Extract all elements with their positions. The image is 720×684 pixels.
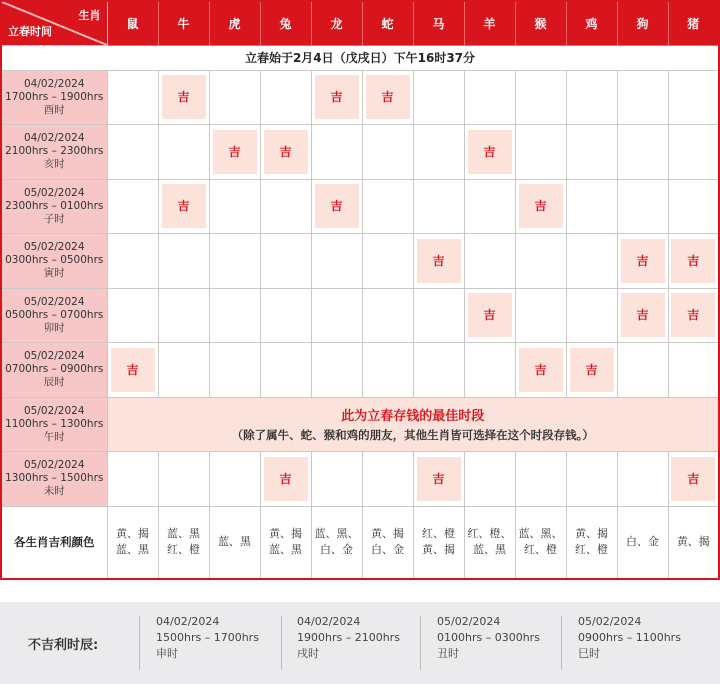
color-line: 红、橙	[575, 543, 608, 557]
lucky-mark: 吉	[671, 293, 715, 337]
time-slot-cell	[1, 343, 107, 398]
unlucky-date: 05/02/2024	[578, 615, 642, 628]
divider	[420, 616, 421, 670]
lucky-mark: 吉	[315, 75, 359, 119]
grid-cell	[158, 125, 209, 180]
unlucky-name: 巳时	[578, 647, 600, 660]
lucky-colors-row	[1, 506, 719, 579]
time-slot-cell	[1, 288, 107, 343]
slot-name: 酉时	[43, 103, 65, 116]
grid-cell	[362, 288, 413, 343]
time-slot-cell	[1, 397, 107, 452]
grid-cell	[617, 125, 668, 180]
zodiac-header: 牛	[158, 1, 209, 45]
time-axis-label: 立春时间	[8, 24, 52, 38]
grid-cell	[668, 288, 719, 343]
header-row	[1, 1, 719, 45]
lucky-mark: 吉	[264, 457, 308, 501]
unlucky-item	[437, 614, 540, 662]
color-line: 黄、揭	[116, 527, 149, 541]
grid-cell	[158, 234, 209, 289]
unlucky-date: 04/02/2024	[156, 615, 220, 628]
grid-cell	[209, 125, 260, 180]
zodiac-header: 虎	[209, 1, 260, 45]
time-row	[1, 125, 719, 180]
time-row	[1, 179, 719, 234]
color-line: 白、金	[320, 543, 353, 557]
color-line: 黄、揭	[575, 527, 608, 541]
zodiac-header: 猴	[515, 1, 566, 45]
color-line: 蓝、黑、	[518, 527, 563, 541]
grid-cell	[617, 452, 668, 507]
slot-date: 05/02/2024	[23, 350, 85, 363]
grid-cell	[158, 452, 209, 507]
zodiac-axis-label: 生肖	[78, 9, 101, 22]
lucky-mark: 吉	[264, 130, 308, 174]
slot-hours: 1100hrs – 1300hrs	[5, 417, 104, 430]
grid-cell	[209, 343, 260, 398]
lucky-color-cell	[413, 506, 464, 579]
grid-cell	[668, 452, 719, 507]
slot-hours: 0300hrs – 0500hrs	[5, 254, 104, 267]
grid-cell	[566, 70, 617, 125]
grid-cell	[362, 343, 413, 398]
slot-date: 05/02/2024	[23, 459, 85, 472]
grid-cell	[464, 179, 515, 234]
lichun-start-banner: 立春始于2月4日（戊戌日）下午16时37分	[1, 45, 719, 70]
unlucky-item	[297, 614, 400, 662]
unlucky-item	[578, 614, 681, 662]
grid-cell	[209, 452, 260, 507]
lucky-color-cell	[668, 506, 719, 579]
grid-cell	[311, 179, 362, 234]
grid-cell	[158, 179, 209, 234]
unlucky-item	[156, 614, 259, 662]
color-line: 红、橙	[422, 527, 455, 541]
zodiac-header: 蛇	[362, 1, 413, 45]
grid-cell	[209, 70, 260, 125]
lucky-color-cell	[107, 506, 158, 579]
lucky-mark: 吉	[621, 239, 665, 283]
grid-cell	[668, 70, 719, 125]
grid-cell	[107, 234, 158, 289]
unlucky-name: 申时	[156, 647, 178, 660]
zodiac-header: 鼠	[107, 1, 158, 45]
grid-cell	[209, 179, 260, 234]
grid-cell	[260, 343, 311, 398]
lucky-mark: 吉	[315, 184, 359, 228]
lucky-mark: 吉	[162, 75, 206, 119]
unlucky-hours: 1500hrs – 1700hrs	[156, 631, 259, 644]
lucky-mark: 吉	[366, 75, 410, 119]
grid-cell	[413, 125, 464, 180]
color-line: 白、金	[371, 543, 404, 557]
grid-cell	[260, 288, 311, 343]
time-slot-cell	[1, 70, 107, 125]
lucky-mark: 吉	[213, 130, 257, 174]
zodiac-header: 猪	[668, 1, 719, 45]
lucky-mark: 吉	[671, 457, 715, 501]
zodiac-header: 狗	[617, 1, 668, 45]
slot-hours: 1700hrs – 1900hrs	[5, 90, 104, 103]
zodiac-header: 羊	[464, 1, 515, 45]
grid-cell	[515, 288, 566, 343]
grid-cell	[566, 288, 617, 343]
slot-date: 04/02/2024	[23, 77, 85, 90]
time-slot-cell	[1, 452, 107, 507]
divider	[139, 616, 140, 670]
lucky-mark: 吉	[417, 457, 461, 501]
grid-cell	[566, 234, 617, 289]
grid-cell	[668, 125, 719, 180]
lucky-mark: 吉	[162, 184, 206, 228]
grid-cell	[209, 288, 260, 343]
grid-cell	[413, 234, 464, 289]
time-slot-cell	[1, 234, 107, 289]
grid-cell	[362, 452, 413, 507]
lucky-mark: 吉	[468, 293, 512, 337]
unlucky-date: 04/02/2024	[297, 615, 361, 628]
lucky-mark: 吉	[570, 348, 614, 392]
grid-cell	[260, 70, 311, 125]
grid-cell	[668, 343, 719, 398]
grid-cell	[311, 125, 362, 180]
lucky-mark: 吉	[111, 348, 155, 392]
slot-hours: 0700hrs – 0900hrs	[5, 363, 104, 376]
color-line: 蓝、黑	[269, 543, 302, 557]
unlucky-hours-band	[0, 602, 720, 684]
slot-name: 辰时	[43, 376, 65, 389]
color-line: 红、橙	[524, 543, 557, 557]
grid-cell	[566, 179, 617, 234]
divider	[561, 616, 562, 670]
time-row	[1, 397, 719, 452]
grid-cell	[617, 288, 668, 343]
grid-cell	[413, 70, 464, 125]
grid-cell	[566, 452, 617, 507]
grid-cell	[464, 288, 515, 343]
slot-date: 05/02/2024	[23, 404, 85, 417]
slot-name: 子时	[43, 212, 65, 225]
lucky-color-cell	[515, 506, 566, 579]
slot-hours: 2300hrs – 0100hrs	[5, 199, 104, 212]
slot-hours: 1300hrs – 1500hrs	[5, 472, 104, 485]
grid-cell	[515, 179, 566, 234]
grid-cell	[617, 234, 668, 289]
color-line: 蓝、黑	[167, 527, 200, 541]
grid-cell	[515, 452, 566, 507]
lucky-mark: 吉	[621, 293, 665, 337]
zodiac-header: 龙	[311, 1, 362, 45]
grid-cell	[107, 288, 158, 343]
slot-date: 05/02/2024	[23, 186, 85, 199]
unlucky-name: 戌时	[297, 647, 319, 660]
grid-cell	[362, 234, 413, 289]
grid-cell	[209, 234, 260, 289]
slot-date: 05/02/2024	[23, 295, 85, 308]
lucky-color-cell	[362, 506, 413, 579]
color-line: 红、橙	[167, 543, 200, 557]
grid-cell	[413, 288, 464, 343]
lucky-mark: 吉	[519, 348, 563, 392]
slot-name: 午时	[43, 430, 65, 443]
corner-cell	[1, 1, 107, 45]
lucky-color-cell	[209, 506, 260, 579]
grid-cell	[107, 343, 158, 398]
best-period-note: （除了属牛、蛇、猴和鸡的朋友，其他生肖皆可选择在这个时段存钱。）	[231, 428, 594, 443]
lucky-mark: 吉	[417, 239, 461, 283]
time-slot-cell	[1, 125, 107, 180]
color-line: 蓝、黑	[218, 535, 251, 549]
slot-date: 05/02/2024	[23, 241, 85, 254]
lucky-mark: 吉	[671, 239, 715, 283]
time-row	[1, 234, 719, 289]
grid-cell	[464, 452, 515, 507]
banner-row	[1, 45, 719, 70]
slot-name: 亥时	[43, 158, 65, 171]
grid-cell	[260, 234, 311, 289]
grid-cell	[107, 179, 158, 234]
color-line: 黄、揭	[676, 535, 710, 549]
color-line: 红、橙、	[467, 527, 512, 541]
grid-cell	[464, 343, 515, 398]
unlucky-hours: 1900hrs – 2100hrs	[297, 631, 400, 644]
time-row	[1, 452, 719, 507]
time-slot-cell	[1, 179, 107, 234]
grid-cell	[464, 125, 515, 180]
grid-cell	[617, 343, 668, 398]
grid-cell	[260, 125, 311, 180]
time-row	[1, 288, 719, 343]
zodiac-header: 马	[413, 1, 464, 45]
lucky-colors-label: 各生肖吉利颜色	[1, 506, 107, 579]
lucky-color-cell	[464, 506, 515, 579]
lucky-mark: 吉	[519, 184, 563, 228]
time-row	[1, 70, 719, 125]
slot-hours: 2100hrs – 2300hrs	[5, 145, 104, 158]
grid-cell	[413, 179, 464, 234]
slot-name: 寅时	[43, 267, 65, 280]
grid-cell	[515, 125, 566, 180]
best-period-title: 此为立春存钱的最佳时段	[341, 409, 485, 425]
grid-cell	[311, 70, 362, 125]
grid-cell	[362, 125, 413, 180]
grid-cell	[107, 125, 158, 180]
grid-cell	[617, 70, 668, 125]
slot-date: 04/02/2024	[23, 132, 85, 145]
color-line: 黄、揭	[269, 527, 302, 541]
grid-cell	[464, 234, 515, 289]
grid-cell	[362, 179, 413, 234]
grid-cell	[158, 343, 209, 398]
lucky-color-cell	[311, 506, 362, 579]
unlucky-label: 不吉利时辰:	[28, 638, 99, 653]
lucky-mark: 吉	[468, 130, 512, 174]
grid-cell	[515, 234, 566, 289]
grid-cell	[668, 234, 719, 289]
grid-cell	[566, 125, 617, 180]
color-line: 黄、揭	[371, 527, 404, 541]
grid-cell	[617, 179, 668, 234]
lucky-color-cell	[158, 506, 209, 579]
grid-cell	[311, 343, 362, 398]
color-line: 蓝、黑	[116, 543, 149, 557]
grid-cell	[515, 343, 566, 398]
grid-cell	[107, 452, 158, 507]
unlucky-date: 05/02/2024	[437, 615, 501, 628]
color-line: 蓝、黑、	[314, 527, 359, 541]
grid-cell	[413, 452, 464, 507]
slot-name: 卯时	[43, 321, 65, 334]
lucky-color-cell	[566, 506, 617, 579]
time-row	[1, 343, 719, 398]
grid-cell	[362, 70, 413, 125]
grid-cell	[311, 452, 362, 507]
color-line: 黄、揭	[422, 543, 455, 557]
grid-cell	[515, 70, 566, 125]
unlucky-name: 丑时	[437, 647, 459, 660]
grid-cell	[260, 452, 311, 507]
grid-cell	[158, 288, 209, 343]
grid-cell	[413, 343, 464, 398]
color-line: 蓝、黑	[473, 543, 506, 557]
grid-cell	[464, 70, 515, 125]
unlucky-hours: 0900hrs – 1100hrs	[578, 631, 681, 644]
grid-cell	[260, 179, 311, 234]
best-period-cell	[107, 397, 719, 452]
grid-cell	[158, 70, 209, 125]
grid-cell	[107, 70, 158, 125]
divider	[281, 616, 282, 670]
zodiac-header: 鸡	[566, 1, 617, 45]
color-line: 白、金	[626, 535, 659, 549]
zodiac-header: 兔	[260, 1, 311, 45]
grid-cell	[311, 288, 362, 343]
grid-cell	[566, 343, 617, 398]
grid-cell	[668, 179, 719, 234]
grid-cell	[311, 234, 362, 289]
unlucky-hours: 0100hrs – 0300hrs	[437, 631, 540, 644]
lucky-color-cell	[260, 506, 311, 579]
slot-hours: 0500hrs – 0700hrs	[5, 308, 104, 321]
lucky-color-cell	[617, 506, 668, 579]
slot-name: 未时	[43, 485, 65, 498]
